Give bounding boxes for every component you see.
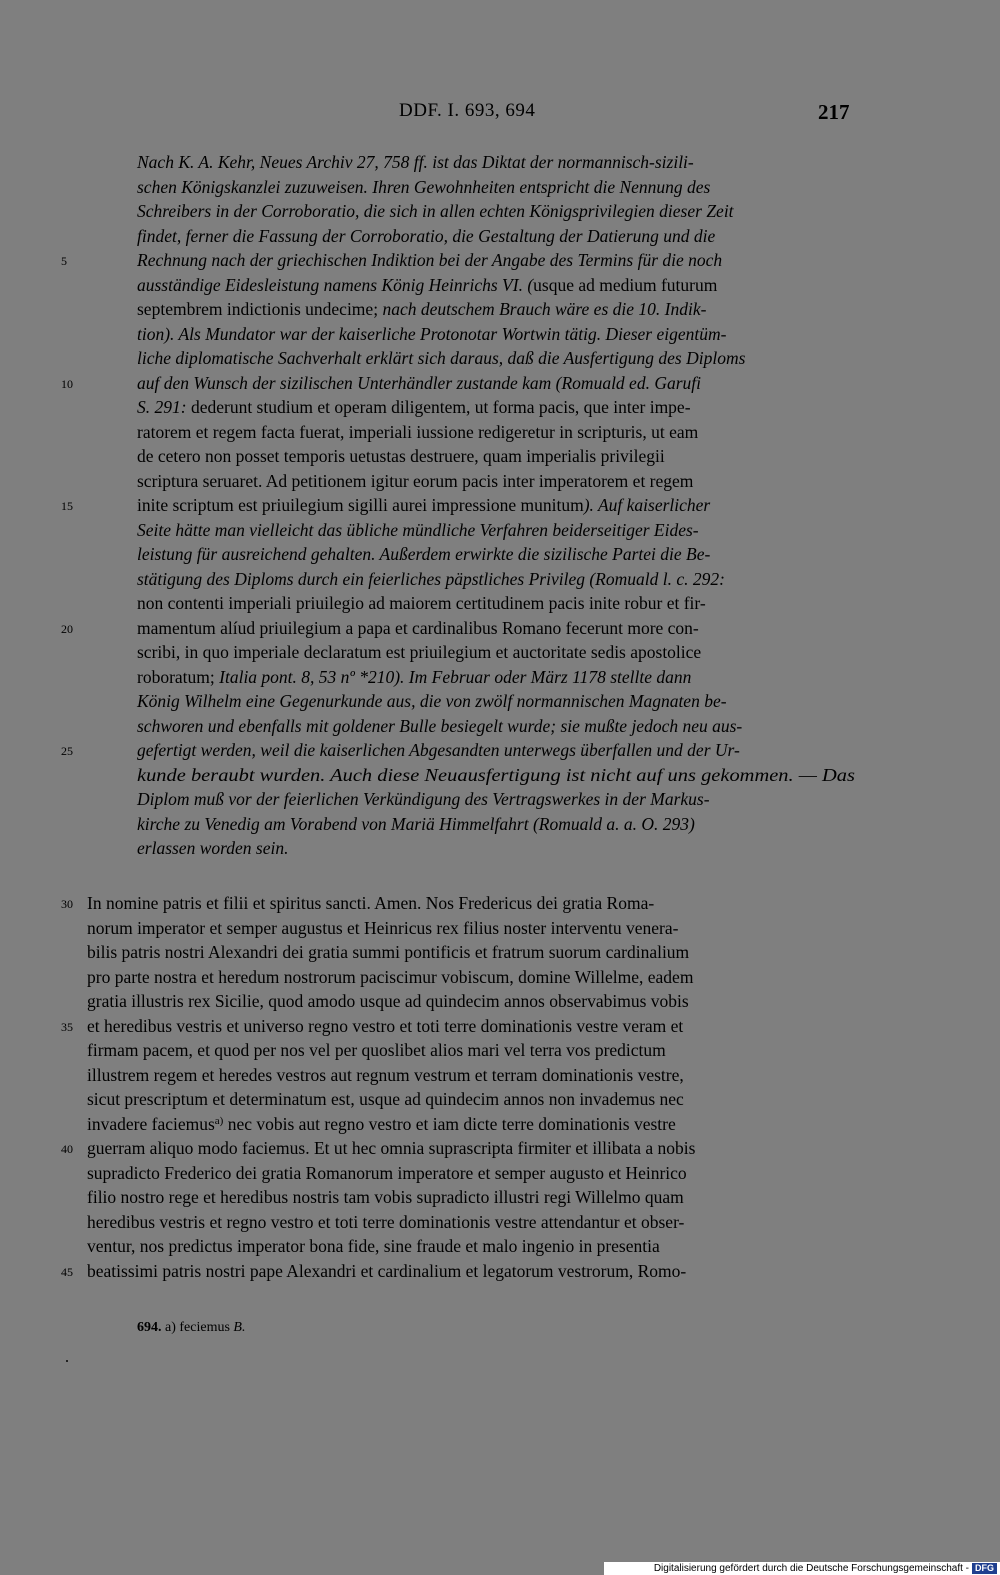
- dfg-logo: DFG: [972, 1563, 997, 1574]
- commentary-line: [137, 691, 727, 712]
- text-run: Nach K. A. Kehr, Neues Archiv 27, 758 ff. ist das Diktat der normannisch-sizili-: [137, 152, 694, 172]
- text-run: ratorem et regem facta fuerat, imperiali iussione redigeretur in scripturis, ut eam: [137, 421, 699, 442]
- text-run: beatissimi patris nostri pape Alexandri et cardinalium et legatorum vestrorum, Romo-: [87, 1260, 687, 1281]
- line-number: 35: [61, 1019, 73, 1034]
- charter-line: [87, 967, 693, 988]
- speck: [66, 1360, 68, 1362]
- text-run: usque ad medium futurum: [533, 274, 718, 295]
- text-run: pro parte nostra et heredum nostrorum paciscimur vobiscum, domine Willelme, eadem: [87, 966, 694, 987]
- charter-line: [87, 1163, 687, 1184]
- line-number: 45: [61, 1264, 73, 1279]
- text-run: scriptura seruaret. Ad petitionem igitur eorum pacis inter imperatorem et regem: [137, 470, 694, 491]
- text-run: supradicto Frederico dei gratia Romanorum imperatore et semper augusto et Heinrico: [87, 1162, 687, 1183]
- commentary-line: [137, 201, 734, 222]
- footer-text: Digitalisierung gefördert durch die Deutsche Forschungsgemeinschaft -: [653, 1563, 969, 1574]
- line-number: 40: [61, 1142, 73, 1156]
- text-run: Diplom muß vor der feierlichen Verkündigung des Vertragswerkes in der Markus-: [137, 789, 710, 809]
- charter-line: [87, 991, 689, 1012]
- charter-line: [87, 1261, 686, 1282]
- footnote-marker: a): [214, 1114, 224, 1127]
- commentary-line: [137, 765, 855, 786]
- commentary-line: [137, 250, 722, 271]
- line-number: 5: [61, 254, 67, 268]
- charter-line: [87, 1089, 684, 1110]
- text-run: tion). Als Mundator war der kaiserliche Protonotar Wortwin tätig. Dieser eigentüm-: [137, 323, 727, 344]
- text-run: nec vobis aut regno vestro et iam dicte terre dominationis vestre: [223, 1113, 676, 1134]
- text-run: liche diplomatische Sachverhalt erklärt sich daraus, daß die Ausfertigung des Diploms: [137, 348, 746, 368]
- page-number: 217: [818, 100, 850, 124]
- text-run: stätigung des Diploms durch ein feierliches päpstliches Privileg (Romuald l. c. 292:: [137, 568, 725, 589]
- text-run: guerram aliquo modo faciemus. Et ut hec omnia suprascripta firmiter et illibata a nobis: [87, 1138, 696, 1158]
- line-number: 20: [61, 621, 73, 636]
- commentary-line: [137, 569, 725, 590]
- text-run: schworen und ebenfalls mit goldener Bulle besiegelt wurde; sie mußte jedoch neu aus-: [137, 715, 743, 736]
- charter-line: [87, 893, 654, 914]
- text-run: findet, ferner die Fassung der Corroboratio, die Gestaltung der Datierung und die: [137, 225, 716, 246]
- commentary-line: [137, 520, 699, 541]
- text-run: König Wilhelm eine Gegenurkunde aus, die von zwölf normannischen Magnaten be-: [137, 691, 727, 711]
- line-number: 25: [61, 744, 73, 758]
- text-run: kunde beraubt wurden. Auch diese Neuausfertigung ist nicht auf uns gekommen. — Das: [137, 764, 855, 785]
- charter-line: [87, 1065, 684, 1086]
- text-run: norum imperator et semper augustus et Heinricus rex filius noster interventu venera-: [87, 917, 679, 938]
- text-run: bilis patris nostri Alexandri dei gratia summi pontificis et fratrum suorum cardinalium: [87, 942, 690, 962]
- text-run: kirche zu Venedig am Vorabend von Mariä Himmelfahrt (Romuald a. a. O. 293): [137, 813, 695, 834]
- footnote-siglum: B.: [233, 1320, 246, 1335]
- line-number: 30: [61, 897, 73, 911]
- charter-line: [87, 1138, 695, 1159]
- commentary-line: [137, 373, 701, 394]
- text-run: ). Auf kaiserlicher: [583, 495, 711, 515]
- text-run: Italia pont. 8, 53 nº *210). Im Februar oder März 1178 stellte dann: [219, 666, 692, 687]
- charter-line: [87, 1187, 684, 1208]
- text-run: Seite hätte man vielleicht das übliche mündliche Verfahren beiderseitiger Eides-: [137, 519, 699, 540]
- charter-line: [87, 1236, 660, 1257]
- text-run: inite scriptum est priuilegium sigilli aurei impressione munitum: [137, 495, 584, 515]
- footnote-number: 694.: [137, 1320, 162, 1335]
- commentary-line: [137, 177, 710, 198]
- commentary-line: [137, 789, 710, 810]
- text-run: leistung für ausreichend gehalten. Außerdem erwirkte die sizilische Partei die Be-: [137, 544, 711, 564]
- text-run: gratia illustris rex Sicilie, quod amodo usque ad quindecim annos observabimus vobis: [87, 991, 689, 1011]
- text-run: illustrem regem et heredes vestros aut regnum vestrum et terram dominationis vestre,: [87, 1064, 684, 1085]
- text-run: invadere faciemus: [87, 1113, 215, 1134]
- text-run: Rechnung nach der griechischen Indiktion bei der Angabe des Termins für die noch: [137, 250, 723, 270]
- text-run: et heredibus vestris et universo regno vestro et toti terre dominationis vestre veram et: [87, 1015, 684, 1036]
- text-run: S. 291:: [137, 397, 191, 417]
- commentary-line: [137, 642, 701, 663]
- commentary-line: [137, 593, 706, 614]
- commentary-line: [137, 324, 726, 345]
- footnote: [137, 1320, 245, 1336]
- text-run: firmam pacem, et quod per nos vel per quoslibet alios mari vel terra vos predictum: [87, 1040, 666, 1060]
- commentary-line: [137, 422, 698, 443]
- commentary-line: [137, 667, 691, 688]
- running-header: DDF. I. 693, 694: [399, 100, 536, 121]
- text-run: In nomine patris et filii et spiritus sancti. Amen. Nos Fredericus dei gratia Roma-: [87, 893, 655, 913]
- charter-line: [87, 1114, 676, 1135]
- footer-bar: [604, 1562, 1000, 1575]
- commentary-line: [137, 299, 706, 320]
- text-run: de cetero non posset temporis uetustas destruere, quam imperialis privilegii: [137, 446, 665, 466]
- line-number: 15: [61, 499, 73, 513]
- commentary-line: [137, 275, 717, 296]
- text-run: non contenti imperiali priuilegio ad maiorem certitudinem pacis inite robur et fir-: [137, 593, 706, 613]
- text-run: Schreibers in der Corroboratio, die sich in allen echten Königsprivilegien dieser Zeit: [137, 201, 734, 221]
- text-run: sicut prescriptum et determinatum est, usque ad quindecim annos non invademus nec: [87, 1089, 684, 1109]
- commentary-line: [137, 740, 740, 761]
- charter-line: [87, 1016, 683, 1037]
- text-run: dederunt studium et operam diligentem, ut forma pacis, que inter impe-: [190, 397, 691, 417]
- text-run: filio nostro rege et heredibus nostris tam vobis supradicto illustri regi Willelmo quam: [87, 1187, 684, 1207]
- text-run: scribi, in quo imperiale declaratum est priuilegium et auctoritate sedis apostolice: [137, 642, 702, 662]
- commentary-line: [137, 446, 665, 467]
- commentary-line: [137, 544, 710, 565]
- text-run: ventur, nos predictus imperator bona fide, sine fraude et malo ingenio in presentia: [87, 1236, 660, 1256]
- text-run: mamentum alíud priuilegium a papa et cardinalibus Romano fecerunt more con-: [137, 617, 699, 638]
- charter-line: [87, 918, 678, 939]
- text-run: schen Königskanzlei zuzuweisen. Ihren Gewohnheiten entspricht die Nennung des: [137, 176, 711, 197]
- charter-line: [87, 1212, 684, 1233]
- charter-line: [87, 1040, 666, 1061]
- text-run: heredibus vestris et regno vestro et toti terre dominationis vestre attendantur et obser-: [87, 1211, 685, 1232]
- commentary-line: [137, 152, 694, 173]
- footnote-text: a) feciemus: [161, 1320, 234, 1335]
- commentary-line: [137, 838, 289, 859]
- commentary-line: [137, 618, 699, 639]
- text-run: auf den Wunsch der sizilischen Unterhändler zustande kam (Romuald ed. Garufi: [137, 372, 701, 393]
- commentary-line: [137, 716, 742, 737]
- charter-line: [87, 942, 689, 963]
- commentary-line: [137, 226, 715, 247]
- commentary-line: [137, 471, 693, 492]
- text-run: nach deutschem Brauch wäre es die 10. Indik-: [382, 299, 707, 319]
- commentary-line: [137, 348, 745, 369]
- line-number: 10: [61, 376, 73, 391]
- text-run: ausständige Eidesleistung namens König Heinrichs VI. (: [137, 274, 534, 295]
- text-run: erlassen worden sein.: [137, 838, 289, 858]
- text-run: gefertigt werden, weil die kaiserlichen Abgesandten unterwegs überfallen und der Ur-: [137, 740, 740, 760]
- commentary-line: [137, 397, 691, 418]
- commentary-line: [137, 495, 710, 516]
- text-run: roboratum;: [137, 666, 220, 687]
- commentary-line: [137, 814, 695, 835]
- text-run: septembrem indictionis undecime;: [137, 299, 383, 319]
